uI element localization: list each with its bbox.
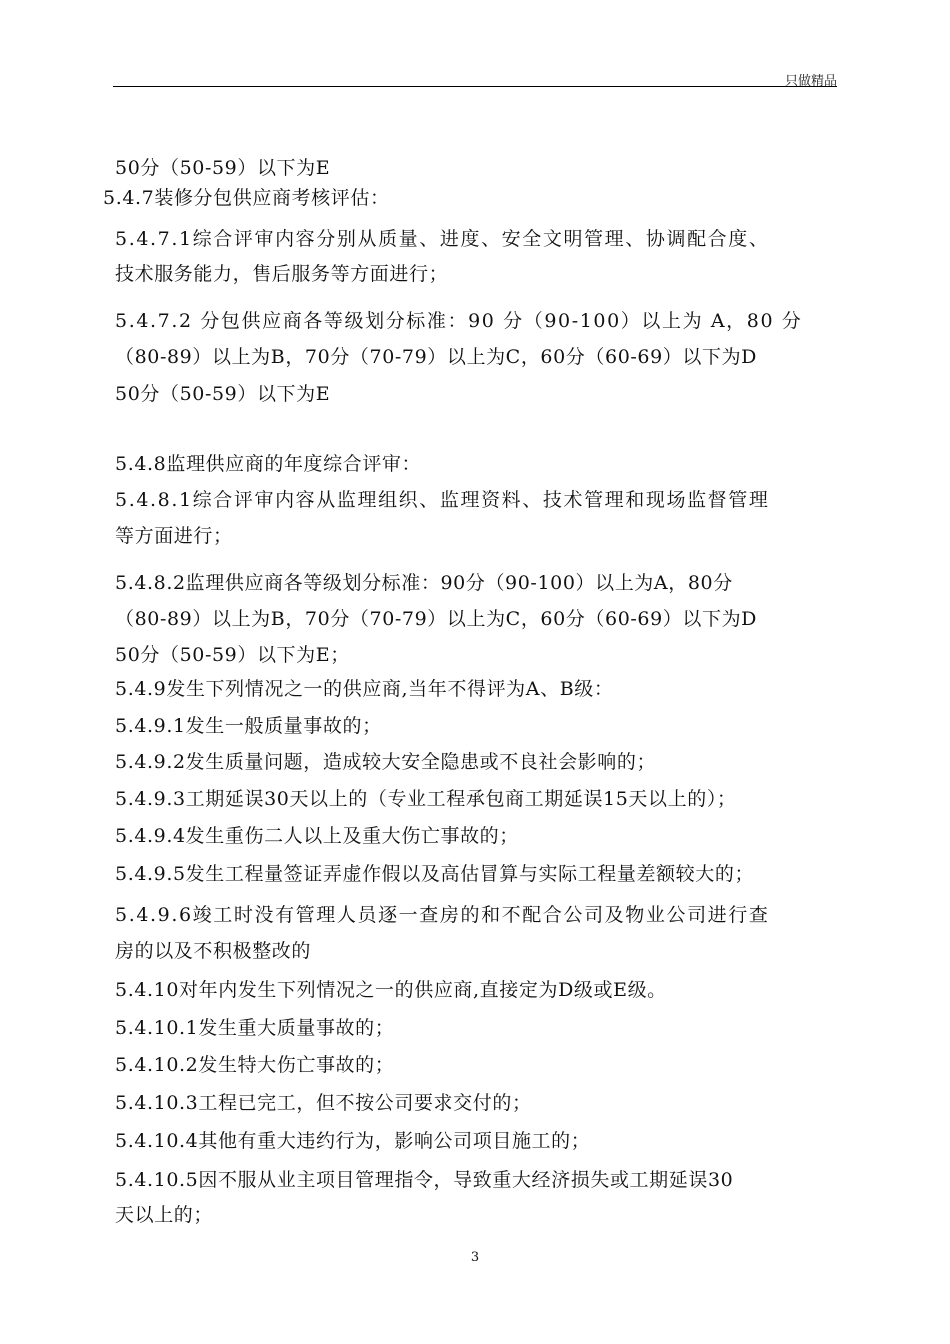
text-line: 技术服务能力，售后服务等方面进行； [115,263,449,285]
header-rule [113,86,837,87]
text-line: 5.4.10.3工程已完工，但不按公司要求交付的； [115,1092,532,1114]
text-line: 5.4.9.4发生重伤二人以上及重大伤亡事故的； [115,825,519,847]
page-header-text: 只做精品 [784,74,837,89]
text-line: 5.4.9.3工期延误30天以上的（专业工程承包商工期延误15天以上的）； [115,788,737,810]
text-line: 50分（50-59）以下为E； [115,644,350,666]
text-line: 50分（50-59）以下为E [115,383,331,405]
text-line: 5.4.10.1发生重大质量事故的； [115,1017,395,1039]
text-line: 5.4.7.2 分包供应商各等级划分标准：90 分（90-100）以上为 A，80 分 [115,310,803,332]
text-line: 5.4.9.6竣工时没有管理人员逐一查房的和不配合公司及物业公司进行查 [115,904,770,926]
text-line: 5.4.10对年内发生下列情况之一的供应商,直接定为D级或E级。 [115,979,667,1001]
text-line: 5.4.8.1综合评审内容从监理组织、监理资料、技术管理和现场监督管理 [115,489,770,511]
text-line: 房的以及不积极整改的 [115,940,312,962]
text-line: 5.4.9发生下列情况之一的供应商,当年不得评为A、B级： [115,678,614,700]
page-number: 3 [470,1250,480,1265]
text-line: 等方面进行； [115,525,233,547]
text-line: 5.4.10.4其他有重大违约行为，影响公司项目施工的； [115,1130,591,1152]
text-line: 5.4.10.5因不服从业主项目管理指令，导致重大经济损失或工期延误30 [115,1169,734,1191]
text-line: 5.4.9.1发生一般质量事故的； [115,715,382,737]
text-line: 5.4.9.2发生质量问题，造成较大安全隐患或不良社会影响的； [115,751,657,773]
text-line: 天以上的； [115,1204,214,1226]
text-line: （80-89）以上为B，70分（70-79）以上为C，60分（60-69）以下为D [115,608,758,630]
text-line: （80-89）以上为B，70分（70-79）以上为C，60分（60-69）以下为D [115,346,758,368]
text-line: 5.4.7装修分包供应商考核评估： [103,187,390,209]
text-line: 5.4.8.2监理供应商各等级划分标准：90分（90-100）以上为A，80分 [115,572,733,594]
text-line: 5.4.9.5发生工程量签证弄虚作假以及高估冒算与实际工程量差额较大的； [115,863,755,885]
text-line: 5.4.7.1综合评审内容分别从质量、进度、安全文明管理、协调配合度、 [115,228,770,250]
text-line: 50分（50-59）以下为E [115,157,331,179]
text-line: 5.4.10.2发生特大伤亡事故的； [115,1054,395,1076]
text-line: 5.4.8监理供应商的年度综合评审： [115,453,422,475]
